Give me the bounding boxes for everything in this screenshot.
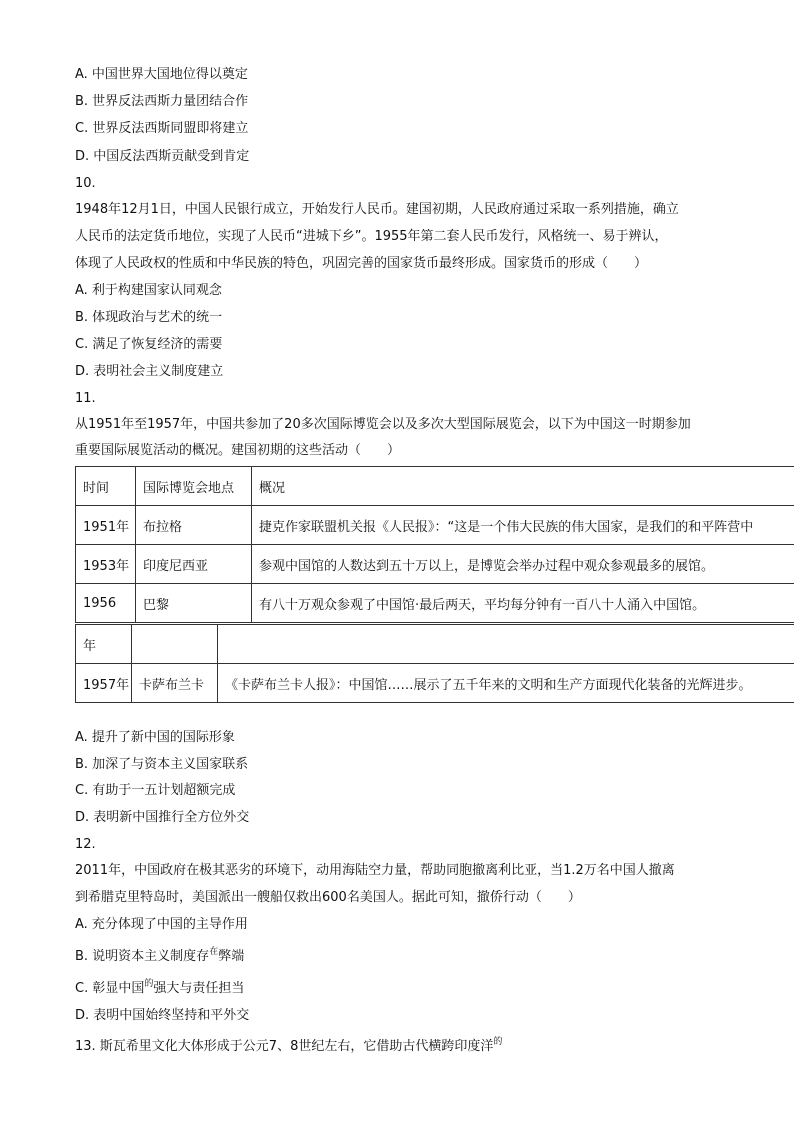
option-a: A. 充分体现了中国的主导作用	[75, 917, 248, 932]
option-a: A. 提升了新中国的国际形象	[75, 730, 235, 745]
option-text: 弊端	[218, 949, 245, 964]
table-row	[76, 664, 794, 703]
question-stem-line: 2011年，中国政府在极其恶劣的环境下，动用海陆空力量，帮助同胞撤离利比亚，当1.2万名中国人撤离	[75, 863, 675, 878]
table-row	[76, 584, 794, 623]
option-d: D. 表明社会主义制度建立	[75, 364, 224, 379]
table-row	[76, 506, 794, 545]
question-13-line	[75, 1038, 502, 1057]
option-text: C. 彰显中国	[75, 981, 145, 996]
header-cell-location: 国际博览会地点	[136, 467, 252, 506]
table-cell: 捷克作家联盟机关报《人民报》：“这是一个伟大民族的伟大国家，是我们的和平阵营中	[252, 506, 794, 545]
question-number: 11.	[75, 391, 96, 406]
table-cell: 巴黎	[136, 584, 252, 623]
table-cell: 布拉格	[136, 506, 252, 545]
option-d: D. 表明新中国推行全方位外交	[75, 810, 250, 825]
table-cell: 有八十万观众参观了中国馆·最后两天，平均每分钟有一百八十人涌入中国馆。	[252, 584, 794, 623]
option-d: D. 表明中国始终坚持和平外交	[75, 1008, 250, 1023]
table-cell	[218, 625, 794, 664]
question-text: 13. 斯瓦希里文化大体形成于公元7、8世纪左右，它借助古代横跨印度洋	[75, 1039, 494, 1054]
table-row	[76, 545, 794, 584]
table-header-row	[76, 467, 794, 506]
table-cell: 1957年	[76, 664, 132, 703]
option-b	[75, 948, 244, 967]
question-number: 12.	[75, 837, 96, 852]
option-c	[75, 980, 244, 999]
option-d: D. 中国反法西斯贡献受到肯定	[75, 149, 250, 164]
option-c: C. 满足了恢复经济的需要	[75, 337, 223, 352]
table-cell: 1956	[76, 584, 136, 623]
option-b: B. 世界反法西斯力量团结合作	[75, 94, 249, 109]
header-cell-time: 时间	[76, 467, 136, 506]
header-cell-overview: 概况	[252, 467, 794, 506]
expo-table	[75, 466, 794, 704]
table-cell: 《卡萨布兰卡人报》：中国馆……展示了五千年来的文明和生产方面现代化装备的光辉进步。	[218, 664, 794, 703]
question-stem-line: 到希腊克里特岛时，美国派出一艘船仅救出600名美国人。据此可知，撤侨行动（ ）	[75, 890, 581, 905]
question-stem-line: 体现了人民政权的性质和中华民族的特色，巩固完善的国家货币最终形成。国家货币的形成（ ）	[75, 256, 648, 271]
table-cell	[132, 625, 218, 664]
expo-table-continued	[75, 624, 794, 703]
table-cell: 1953年	[76, 545, 136, 584]
option-c: C. 有助于一五计划超额完成	[75, 783, 236, 798]
option-text: 强大与责任担当	[153, 981, 245, 996]
question-stem-line: 重要国际展览活动的概况。建国初期的这些活动（ ）	[75, 443, 401, 458]
table-cell: 年	[76, 625, 132, 664]
superscript-char: 的	[493, 1037, 503, 1047]
option-a: A. 利于构建国家认同观念	[75, 283, 222, 298]
option-b: B. 体现政治与艺术的统一	[75, 310, 223, 325]
option-c: C. 世界反法西斯同盟即将建立	[75, 121, 249, 136]
table-cell: 1951年	[76, 506, 136, 545]
option-a: A. 中国世界大国地位得以奠定	[75, 67, 248, 82]
table-cell: 参观中国馆的人数达到五十万以上，是博览会举办过程中观众参观最多的展馆。	[252, 545, 794, 584]
question-stem-line: 人民币的法定货币地位，实现了人民币“进城下乡”。1955年第二套人民币发行，风格统一、易于辨认，	[75, 229, 668, 244]
superscript-char: 的	[144, 979, 154, 989]
table-row	[76, 625, 794, 664]
expo-table-main	[75, 466, 794, 623]
question-stem-line: 1948年12月1日，中国人民银行成立，开始发行人民币。建国初期，人民政府通过采取一系列措施，确立	[75, 202, 679, 217]
superscript-char: 在	[209, 947, 219, 957]
table-cell: 印度尼西亚	[136, 545, 252, 584]
option-b: B. 加深了与资本主义国家联系	[75, 757, 249, 772]
option-text: B. 说明资本主义制度存	[75, 949, 210, 964]
question-stem-line: 从1951年至1957年，中国共参加了20多次国际博览会以及多次大型国际展览会，以下为中国这一时期参加	[75, 417, 691, 432]
table-cell: 卡萨布兰卡	[132, 664, 218, 703]
question-number: 10.	[75, 176, 96, 191]
